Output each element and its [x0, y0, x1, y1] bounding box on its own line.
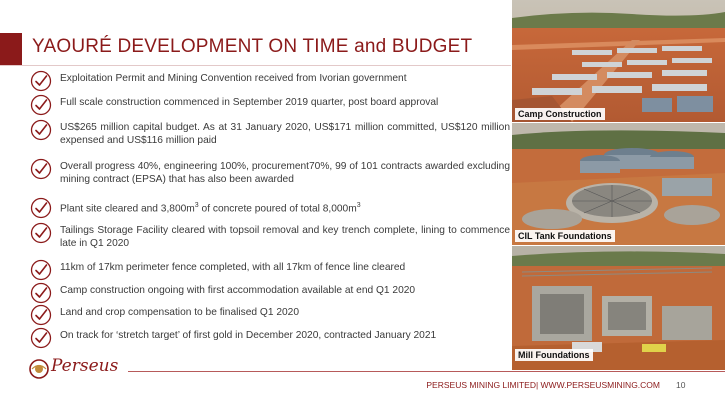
- check-circle-icon: [30, 197, 52, 219]
- bullet-text: Land and crop compensation to be finalised Q1 2020: [60, 307, 300, 318]
- camp-construction-image: [512, 0, 725, 122]
- photo-cil-tank-foundations: [512, 123, 725, 245]
- check-circle-icon: [30, 70, 52, 92]
- photo-mill-foundations: [512, 246, 725, 370]
- sun-emblem-icon: [28, 356, 50, 382]
- bullet-text: Camp construction ongoing with first accommodation available at end Q1 2020: [60, 285, 416, 296]
- bullet-text-part: of concrete poured of total 8,000m: [198, 203, 357, 215]
- check-circle-icon: [30, 119, 52, 141]
- photo-column: [512, 0, 725, 370]
- title-bar: [0, 33, 511, 66]
- footer-divider: [128, 371, 725, 372]
- superscript: 3: [194, 202, 199, 209]
- bullet-text: Tailings Storage Facility cleared with topsoil removal and key trench complete, lining to commence late in Q1 2020: [60, 225, 510, 250]
- bullet-text: Overall progress 40%, engineering 100%, procurement70%, 99 of 101 contracts awarded excluding mining contract (EPSA) that has also been awarded: [60, 161, 510, 186]
- page-number: 10: [676, 380, 686, 390]
- superscript: 3: [356, 202, 361, 209]
- bullet-text-part: Plant site cleared and 3,800m: [60, 203, 195, 215]
- bullet-text: Exploitation Permit and Mining Convention received from Ivorian government: [60, 73, 407, 84]
- photo-caption: Camp Construction: [515, 108, 605, 120]
- slide-title: YAOURÉ DEVELOPMENT ON TIME and BUDGET: [32, 36, 473, 57]
- title-accent-block: [0, 33, 22, 65]
- logo-text: Perseus: [51, 356, 119, 376]
- check-circle-icon: [30, 158, 52, 180]
- check-circle-icon: [30, 282, 52, 304]
- check-circle-icon: [30, 304, 52, 326]
- photo-caption: CIL Tank Foundations: [515, 230, 615, 242]
- check-circle-icon: [30, 94, 52, 116]
- perseus-logo: [28, 354, 128, 382]
- bullet-text: On track for ‘stretch target’ of first gold in December 2020, contracted January 2021: [60, 330, 437, 341]
- bullet-text: [60, 199, 510, 216]
- check-circle-icon: [30, 259, 52, 281]
- footer-text: PERSEUS MINING LIMITED| WWW.PERSEUSMINING.COM: [426, 380, 660, 390]
- bullet-text: US$265 million capital budget. As at 31 January 2020, US$171 million committed, US$120 million expensed and US$116 million paid: [60, 122, 510, 147]
- photo-camp-construction: [512, 0, 725, 122]
- check-circle-icon: [30, 222, 52, 244]
- bullet-text: Full scale construction commenced in September 2019 quarter, post board approval: [60, 97, 439, 108]
- photo-caption: Mill Foundations: [515, 349, 593, 361]
- check-circle-icon: [30, 327, 52, 349]
- cil-tank-foundations-image: [512, 123, 725, 245]
- bullet-text: 11km of 17km perimeter fence completed, with all 17km of fence line cleared: [60, 262, 406, 273]
